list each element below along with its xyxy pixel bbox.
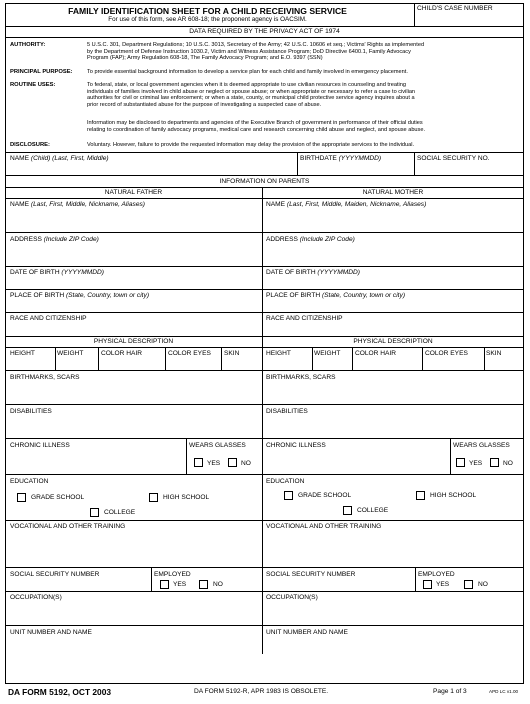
mother-address-label: ADDRESS (Include ZIP Code) <box>266 236 355 243</box>
father-hair-field[interactable] <box>99 359 164 370</box>
father-employed-yes-checkbox[interactable] <box>160 580 169 589</box>
form-title: FAMILY IDENTIFICATION SHEET FOR A CHILD RECEIVING SERVICE <box>68 6 347 16</box>
father-vocational-label: VOCATIONAL AND OTHER TRAINING <box>10 523 126 530</box>
father-disabilities-label: DISABILITIES <box>10 408 52 415</box>
mother-vocational-field[interactable] <box>263 532 523 567</box>
father-unit-field[interactable] <box>6 638 261 683</box>
mother-address-field[interactable] <box>263 245 523 266</box>
father-employed-no-label: NO <box>213 581 223 588</box>
mother-eyes-field[interactable] <box>423 359 483 370</box>
obsolete-notice: DA FORM 5192-R, APR 1983 IS OBSOLETE. <box>194 688 329 695</box>
mother-glasses-yes-label: YES <box>469 460 483 467</box>
father-employed-yes-label: YES <box>173 581 187 588</box>
father-disabilities-field[interactable] <box>6 417 261 438</box>
father-occupation-label: OCCUPATION(S) <box>10 594 62 601</box>
mother-employed-label: EMPLOYED <box>418 571 455 578</box>
father-college-checkbox[interactable] <box>90 508 99 517</box>
form-subtitle: For use of this form, see AR 608-18; the proponent agency is OACSIM. <box>108 16 307 23</box>
father-birthmarks-label: BIRTHMARKS, SCARS <box>10 374 80 381</box>
parents-section-title: INFORMATION ON PARENTS <box>219 178 310 185</box>
mother-glasses-label: WEARS GLASSES <box>453 442 510 449</box>
father-pob-field[interactable] <box>6 301 261 312</box>
mother-ssn-label: SOCIAL SECURITY NUMBER <box>266 571 356 578</box>
mother-weight-field[interactable] <box>313 359 351 370</box>
father-height-label: HEIGHT <box>10 350 35 357</box>
mother-height-field[interactable] <box>263 359 311 370</box>
mother-hair-field[interactable] <box>353 359 421 370</box>
father-chronic-field[interactable] <box>6 451 184 474</box>
father-dob-field[interactable] <box>6 278 261 289</box>
mother-hair-label: COLOR HAIR <box>355 350 397 357</box>
mother-skin-label: SKIN <box>486 350 502 357</box>
child-birthdate-field[interactable] <box>298 164 414 175</box>
mother-college-label: COLLEGE <box>357 507 389 514</box>
father-chronic-label: CHRONIC ILLNESS <box>10 442 70 449</box>
father-address-label: ADDRESS (Include ZIP Code) <box>10 236 99 243</box>
father-race-label: RACE AND CITIZENSHIP <box>10 315 87 322</box>
mother-unit-label: UNIT NUMBER AND NAME <box>266 629 348 636</box>
mother-height-label: HEIGHT <box>266 350 291 357</box>
father-dob-label: DATE OF BIRTH (YYYYMMDD) <box>10 269 104 276</box>
father-glasses-no-label: NO <box>241 460 251 467</box>
father-glasses-no-checkbox[interactable] <box>228 458 237 467</box>
version-label: APD LC v1.00 <box>489 689 519 694</box>
father-eyes-field[interactable] <box>166 359 220 370</box>
mother-unit-field[interactable] <box>263 638 523 683</box>
child-ssn-field[interactable] <box>415 164 523 175</box>
father-title: NATURAL FATHER <box>104 189 163 196</box>
mother-college-checkbox[interactable] <box>343 506 352 515</box>
father-occupation-field[interactable] <box>6 603 261 625</box>
father-education-label: EDUCATION <box>10 478 49 485</box>
mother-title: NATURAL MOTHER <box>362 189 424 196</box>
mother-dob-field[interactable] <box>263 278 523 289</box>
father-skin-field[interactable] <box>222 359 261 370</box>
father-glasses-yes-checkbox[interactable] <box>194 458 203 467</box>
mother-high-school-label: HIGH SCHOOL <box>430 492 477 499</box>
mother-weight-label: WEIGHT <box>314 350 341 357</box>
mother-employed-no-label: NO <box>478 581 488 588</box>
father-ssn-field[interactable] <box>6 580 150 591</box>
routine-uses-label: ROUTINE USES: <box>10 82 56 88</box>
mother-race-field[interactable] <box>263 324 523 336</box>
mother-high-school-checkbox[interactable] <box>416 491 425 500</box>
mother-occupation-field[interactable] <box>263 603 523 625</box>
father-vocational-field[interactable] <box>6 532 261 567</box>
mother-grade-school-checkbox[interactable] <box>284 491 293 500</box>
mother-chronic-field[interactable] <box>263 451 448 474</box>
father-grade-school-checkbox[interactable] <box>17 493 26 502</box>
father-glasses-yes-label: YES <box>207 460 221 467</box>
case-number-label: CHILD'S CASE NUMBER <box>417 5 493 12</box>
mother-pob-label: PLACE OF BIRTH (State, Country, town or city) <box>266 292 406 299</box>
mother-disabilities-field[interactable] <box>263 417 523 438</box>
disclosure-text: Voluntary. However, failure to provide the requested information may delay the provision of the appropriate services to the individual. <box>87 142 415 148</box>
mother-skin-field[interactable] <box>485 359 523 370</box>
father-high-school-label: HIGH SCHOOL <box>163 494 210 501</box>
mother-name-field[interactable] <box>263 210 523 232</box>
mother-chronic-label: CHRONIC ILLNESS <box>266 442 326 449</box>
father-weight-label: WEIGHT <box>57 350 84 357</box>
father-physical-title: PHYSICAL DESCRIPTION <box>93 338 174 345</box>
father-grade-school-label: GRADE SCHOOL <box>31 494 85 501</box>
father-address-field[interactable] <box>6 245 261 266</box>
mother-glasses-no-label: NO <box>503 460 513 467</box>
mother-physical-title: PHYSICAL DESCRIPTION <box>353 338 433 345</box>
authority-text: 5 U.S.C. 301, Department Regulations; 10 U.S.C. 3013, Secretary of the Army; 42 U.S.C. 10606 et seq.; Victims' Rights as implemented by the Department of Defense Instruction 1030.2, Victim and Witness Assistance Program; DoD Directive 6400.1, Family Advocacy Program (FAP); Army Regulation 608-18, The Family Advocacy Program; and E.O. 9397 (SSN) <box>87 42 425 62</box>
mother-birthmarks-label: BIRTHMARKS, SCARS <box>266 374 336 381</box>
mother-dob-label: DATE OF BIRTH (YYYYMMDD) <box>266 269 360 276</box>
father-name-field[interactable] <box>6 210 261 232</box>
case-number-field[interactable] <box>415 14 523 25</box>
mother-grade-school-label: GRADE SCHOOL <box>298 492 352 499</box>
mother-vocational-label: VOCATIONAL AND OTHER TRAINING <box>266 523 382 530</box>
father-college-label: COLLEGE <box>104 509 136 516</box>
mother-eyes-label: COLOR EYES <box>425 350 468 357</box>
mother-employed-yes-label: YES <box>436 581 450 588</box>
child-name-field[interactable] <box>6 164 296 175</box>
mother-pob-field[interactable] <box>263 301 523 312</box>
father-unit-label: UNIT NUMBER AND NAME <box>10 629 92 636</box>
child-ssn-label: SOCIAL SECURITY NO. <box>417 155 490 162</box>
mother-employed-yes-checkbox[interactable] <box>423 580 432 589</box>
father-name-label: NAME (Last, First, Middle, Nickname, Aliases) <box>10 201 145 208</box>
authority-label: AUTHORITY: <box>10 42 46 48</box>
father-employed-label: EMPLOYED <box>154 571 191 578</box>
mother-occupation-label: OCCUPATION(S) <box>266 594 318 601</box>
mother-glasses-yes-checkbox[interactable] <box>456 458 465 467</box>
father-race-field[interactable] <box>6 324 261 336</box>
page-number: Page 1 of 3 <box>433 688 467 695</box>
purpose-text: To provide essential background information to develop a service plan for each child and family involved in emergency placement. <box>87 69 408 75</box>
mother-birthmarks-field[interactable] <box>263 383 523 404</box>
father-glasses-label: WEARS GLASSES <box>189 442 246 449</box>
mother-education-label: EDUCATION <box>266 478 305 485</box>
purpose-label: PRINCIPAL PURPOSE: <box>10 69 73 75</box>
routine-uses-text: To federal, state, or local government agencies when it is deemed appropriate to use civilian resources in counseling and treating individuals of families involved in child abuse or neglect or spouse abuse; or when appropriate or necessary to refer a case to civilian authorities for civil or criminal law enforcement; or when a state, county, or municipal child protective service agency inquires about a prior record of substantiated abuse for the purpose of investigating a suspected case of abuse. <box>87 82 416 108</box>
routine-uses-text-2: Information may be disclosed to departments and agencies of the Executive Branch of government in performance of their official duties relating to coordination of family advocacy programs, medical care and research concerning child abuse and neglect, and spouse abuse. <box>87 120 425 133</box>
disclosure-label: DISCLOSURE: <box>10 142 50 148</box>
father-eyes-label: COLOR EYES <box>168 350 211 357</box>
mother-race-label: RACE AND CITIZENSHIP <box>266 315 343 322</box>
privacy-banner: DATA REQUIRED BY THE PRIVACY ACT OF 1974 <box>189 28 340 35</box>
father-pob-label: PLACE OF BIRTH (State, Country, town or city) <box>10 292 150 299</box>
child-birthdate-label: BIRTHDATE (YYYYMMDD) <box>300 155 382 162</box>
child-name-label: NAME (Child) (Last, First, Middle) <box>10 155 109 162</box>
father-weight-field[interactable] <box>56 359 97 370</box>
mother-disabilities-label: DISABILITIES <box>266 408 308 415</box>
father-hair-label: COLOR HAIR <box>101 350 143 357</box>
father-ssn-label: SOCIAL SECURITY NUMBER <box>10 571 100 578</box>
mother-glasses-no-checkbox[interactable] <box>490 458 499 467</box>
mother-employed-no-checkbox[interactable] <box>464 580 473 589</box>
father-employed-no-checkbox[interactable] <box>199 580 208 589</box>
form-id: DA FORM 5192, OCT 2003 <box>8 687 112 697</box>
mother-name-label: NAME (Last, First, Middle, Maiden, Nickname, Aliases) <box>266 201 427 208</box>
father-skin-label: SKIN <box>224 350 240 357</box>
father-high-school-checkbox[interactable] <box>149 493 158 502</box>
father-birthmarks-field[interactable] <box>6 383 261 404</box>
father-height-field[interactable] <box>6 359 54 370</box>
mother-ssn-field[interactable] <box>263 580 413 591</box>
